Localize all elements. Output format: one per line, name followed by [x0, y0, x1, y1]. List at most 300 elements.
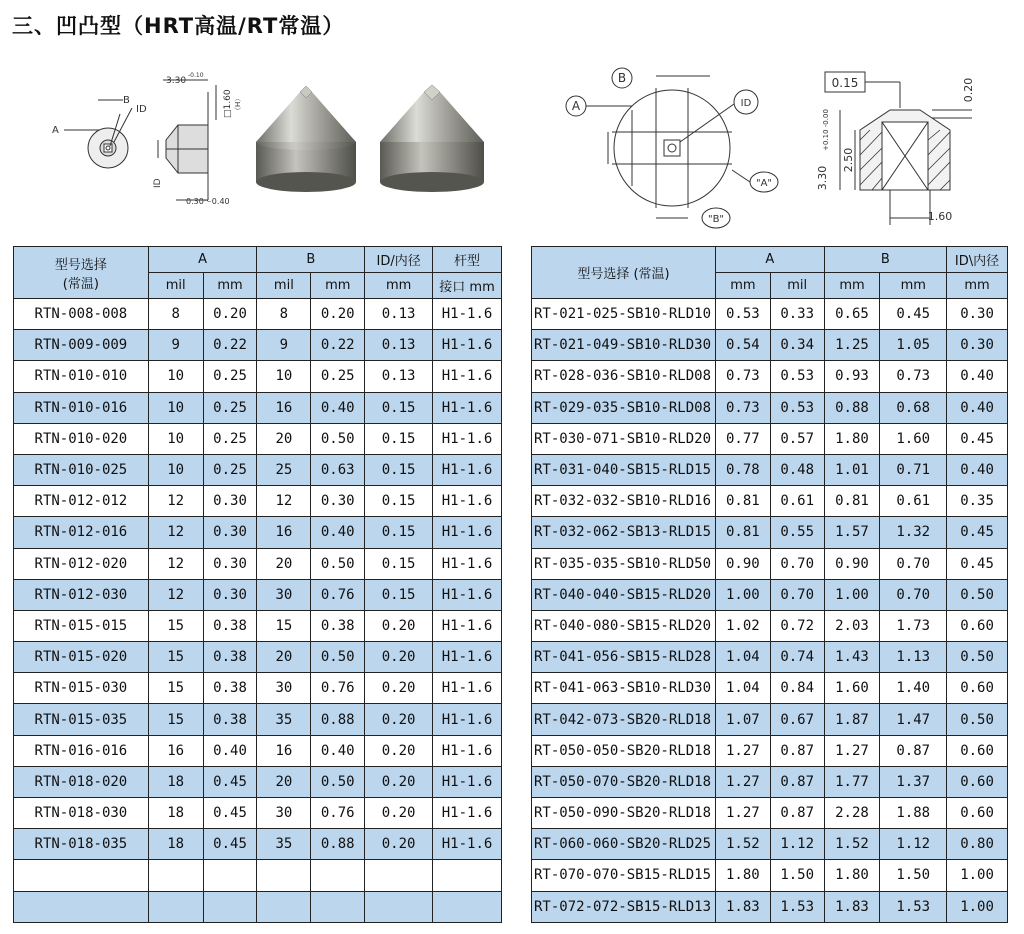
value-cell	[311, 891, 365, 922]
model-cell: RT-030-071-SB10-RLD20	[532, 423, 716, 454]
value-cell: 0.60	[947, 735, 1008, 766]
value-cell: 10	[148, 454, 203, 485]
value-cell: H1-1.6	[433, 548, 502, 579]
value-cell: 16	[257, 517, 311, 548]
model-cell: RT-032-062-SB13-RLD15	[532, 517, 716, 548]
value-cell: 0.15	[365, 517, 433, 548]
model-cell: RTN-008-008	[14, 299, 149, 330]
table-row	[14, 423, 502, 454]
value-cell: 0.61	[880, 486, 947, 517]
value-cell: 9	[148, 330, 203, 361]
value-cell: H1-1.6	[433, 610, 502, 641]
model-cell: RT-028-036-SB10-RLD08	[532, 361, 716, 392]
value-cell: 0.53	[770, 392, 824, 423]
value-cell: 8	[148, 299, 203, 330]
value-cell: 1.05	[880, 330, 947, 361]
model-cell: RTN-015-020	[14, 642, 149, 673]
value-cell: 0.30	[203, 579, 257, 610]
value-cell: 35	[257, 829, 311, 860]
dim-330-tol: +0.10 -0.00	[822, 109, 830, 151]
header-b-mm-1: mm	[824, 273, 880, 299]
table-row	[532, 704, 1008, 735]
value-cell: 0.25	[203, 392, 257, 423]
table-row	[532, 454, 1008, 485]
model-cell: RTN-010-020	[14, 423, 149, 454]
table-row	[532, 330, 1008, 361]
value-cell: 30	[257, 579, 311, 610]
header-a-mm: mm	[715, 273, 770, 299]
value-cell: 0.25	[203, 454, 257, 485]
dim-side-sub: （H）	[234, 94, 242, 114]
value-cell: 1.27	[715, 766, 770, 797]
value-cell: 1.07	[715, 704, 770, 735]
model-cell: RT-035-035-SB10-RLD50	[532, 548, 716, 579]
model-cell: RTN-018-020	[14, 766, 149, 797]
table-row	[14, 735, 502, 766]
value-cell: 0.25	[203, 361, 257, 392]
value-cell: 1.53	[880, 891, 947, 922]
value-cell: H1-1.6	[433, 766, 502, 797]
model-cell: RT-032-032-SB10-RLD16	[532, 486, 716, 517]
value-cell: 1.52	[715, 829, 770, 860]
table-row	[532, 423, 1008, 454]
value-cell: 0.40	[947, 454, 1008, 485]
value-cell: 0.87	[880, 735, 947, 766]
value-cell: 12	[257, 486, 311, 517]
value-cell: 0.45	[203, 798, 257, 829]
value-cell: 0.22	[203, 330, 257, 361]
model-cell: RT-021-025-SB10-RLD10	[532, 299, 716, 330]
value-cell: 0.60	[947, 798, 1008, 829]
value-cell: 1.04	[715, 673, 770, 704]
value-cell: 0.40	[311, 517, 365, 548]
label-b: B	[123, 95, 130, 106]
value-cell: 18	[148, 829, 203, 860]
value-cell: 0.87	[770, 798, 824, 829]
value-cell	[148, 891, 203, 922]
value-cell: 0.87	[770, 735, 824, 766]
value-cell: 1.40	[880, 673, 947, 704]
label-a: A	[52, 125, 59, 136]
value-cell: H1-1.6	[433, 486, 502, 517]
header-a-mm: mm	[203, 273, 257, 299]
table-row	[14, 548, 502, 579]
value-cell: H1-1.6	[433, 392, 502, 423]
value-cell: 0.50	[311, 423, 365, 454]
value-cell: 10	[148, 392, 203, 423]
table-row	[532, 642, 1008, 673]
value-cell: 0.65	[824, 299, 880, 330]
value-cell: 1.47	[880, 704, 947, 735]
value-cell: 0.72	[770, 610, 824, 641]
value-cell: 0.22	[311, 330, 365, 361]
model-cell: RT-031-040-SB15-RLD15	[532, 454, 716, 485]
table-row	[14, 642, 502, 673]
value-cell	[203, 860, 257, 891]
value-cell: 10	[148, 361, 203, 392]
value-cell: 1.80	[824, 860, 880, 891]
value-cell: 0.15	[365, 392, 433, 423]
right-spec-table	[531, 246, 1008, 923]
value-cell: 0.50	[311, 766, 365, 797]
table-row	[14, 579, 502, 610]
value-cell: 0.25	[203, 423, 257, 454]
header-b-mm-2: mm	[880, 273, 947, 299]
value-cell: 18	[148, 766, 203, 797]
model-cell: RT-041-063-SB10-RLD30	[532, 673, 716, 704]
dim-250: 2.50	[842, 147, 855, 173]
value-cell: 1.80	[824, 423, 880, 454]
value-cell: 1.12	[880, 829, 947, 860]
label-b-quote: "B"	[707, 214, 725, 225]
table-row	[532, 860, 1008, 891]
model-cell: RTN-018-035	[14, 829, 149, 860]
value-cell: 16	[257, 392, 311, 423]
model-cell: RT-040-080-SB15-RLD20	[532, 610, 716, 641]
model-cell: RT-072-072-SB15-RLD13	[532, 891, 716, 922]
dim-side: □1.60	[223, 89, 233, 118]
value-cell: 0.73	[715, 392, 770, 423]
value-cell: 0.38	[203, 704, 257, 735]
model-cell: RT-040-040-SB15-RLD20	[532, 579, 716, 610]
value-cell: 1.43	[824, 642, 880, 673]
value-cell: 1.02	[715, 610, 770, 641]
value-cell: 1.13	[880, 642, 947, 673]
value-cell: 0.55	[770, 517, 824, 548]
value-cell: 0.81	[715, 517, 770, 548]
header-a: A	[148, 247, 257, 273]
value-cell: 0.13	[365, 330, 433, 361]
table-row	[14, 704, 502, 735]
model-cell: RTN-012-012	[14, 486, 149, 517]
value-cell: 1.73	[880, 610, 947, 641]
model-cell: RTN-009-009	[14, 330, 149, 361]
value-cell: 0.13	[365, 299, 433, 330]
label-a-quote: "A"	[755, 178, 773, 189]
value-cell: 35	[257, 704, 311, 735]
header-a: A	[715, 247, 824, 273]
value-cell: 0.45	[203, 829, 257, 860]
value-cell: 2.28	[824, 798, 880, 829]
value-cell: 0.50	[947, 704, 1008, 735]
value-cell	[257, 891, 311, 922]
value-cell: 0.63	[311, 454, 365, 485]
value-cell: 1.00	[947, 860, 1008, 891]
value-cell: 0.60	[947, 673, 1008, 704]
model-cell: RT-050-050-SB20-RLD18	[532, 735, 716, 766]
value-cell: 0.76	[311, 579, 365, 610]
dim-box: 0.15	[831, 76, 859, 90]
value-cell: 30	[257, 798, 311, 829]
value-cell: 12	[148, 548, 203, 579]
value-cell: 0.30	[203, 548, 257, 579]
value-cell: 0.25	[311, 361, 365, 392]
value-cell: 16	[148, 735, 203, 766]
value-cell	[433, 860, 502, 891]
value-cell: 0.67	[770, 704, 824, 735]
table-row	[532, 891, 1008, 922]
label-id-vertical: ID	[153, 178, 163, 188]
value-cell: 0.45	[947, 548, 1008, 579]
value-cell: 20	[257, 423, 311, 454]
header-id: ID/内径	[365, 247, 433, 273]
model-cell: RT-050-090-SB20-RLD18	[532, 798, 716, 829]
value-cell: 0.74	[770, 642, 824, 673]
table-row	[532, 766, 1008, 797]
value-cell: H1-1.6	[433, 423, 502, 454]
value-cell: 0.20	[365, 798, 433, 829]
value-cell: 12	[148, 517, 203, 548]
value-cell: H1-1.6	[433, 642, 502, 673]
value-cell: 0.38	[203, 673, 257, 704]
value-cell: 0.60	[947, 766, 1008, 797]
model-cell: RT-042-073-SB20-RLD18	[532, 704, 716, 735]
header-b: B	[257, 247, 365, 273]
value-cell: 0.61	[770, 486, 824, 517]
dim-020: 0.20	[962, 77, 975, 103]
model-cell: RTN-015-035	[14, 704, 149, 735]
value-cell: 12	[148, 486, 203, 517]
table-row	[532, 673, 1008, 704]
value-cell: 0.40	[947, 361, 1008, 392]
table-row	[14, 891, 502, 922]
table-row	[532, 392, 1008, 423]
model-cell: RTN-015-030	[14, 673, 149, 704]
dim-160: 1.60	[927, 210, 953, 223]
value-cell: 0.54	[715, 330, 770, 361]
value-cell: 0.20	[365, 766, 433, 797]
table-row	[14, 517, 502, 548]
value-cell: 0.15	[365, 579, 433, 610]
dim-top: 3.30	[166, 76, 187, 86]
value-cell	[433, 891, 502, 922]
value-cell: 0.70	[770, 579, 824, 610]
page-title: 三、凹凸型（HRT高温/RT常温）	[12, 14, 345, 38]
value-cell: 0.30	[947, 299, 1008, 330]
header-b: B	[824, 247, 947, 273]
value-cell: H1-1.6	[433, 798, 502, 829]
value-cell: 0.40	[203, 735, 257, 766]
value-cell: 0.30	[947, 330, 1008, 361]
value-cell: 1.00	[824, 579, 880, 610]
table-row	[532, 829, 1008, 860]
table-row	[532, 610, 1008, 641]
value-cell: 20	[257, 548, 311, 579]
label-id: ID	[740, 98, 752, 109]
value-cell: H1-1.6	[433, 454, 502, 485]
value-cell: 0.93	[824, 361, 880, 392]
dim-bottom: 0.30～0.40	[186, 197, 230, 206]
header-rod: 杆型	[433, 247, 502, 273]
value-cell: 0.45	[947, 423, 1008, 454]
value-cell: 1.32	[880, 517, 947, 548]
value-cell: 0.30	[203, 486, 257, 517]
value-cell: 0.88	[311, 704, 365, 735]
value-cell: 0.68	[880, 392, 947, 423]
value-cell: 12	[148, 579, 203, 610]
value-cell: 1.77	[824, 766, 880, 797]
value-cell	[257, 860, 311, 891]
header-rod-mm: 接口 mm	[433, 273, 502, 299]
header-model: 型号选择 (常温)	[532, 247, 716, 299]
table-row	[532, 579, 1008, 610]
table-row	[14, 673, 502, 704]
value-cell: 1.37	[880, 766, 947, 797]
header-id-mm: mm	[947, 273, 1008, 299]
value-cell: 1.00	[715, 579, 770, 610]
value-cell: 0.77	[715, 423, 770, 454]
value-cell: 0.84	[770, 673, 824, 704]
value-cell: 0.20	[203, 299, 257, 330]
value-cell: 0.81	[715, 486, 770, 517]
value-cell: 15	[148, 704, 203, 735]
value-cell: H1-1.6	[433, 673, 502, 704]
value-cell: 0.45	[880, 299, 947, 330]
value-cell: 0.33	[770, 299, 824, 330]
value-cell: 0.50	[947, 642, 1008, 673]
value-cell: 0.15	[365, 454, 433, 485]
value-cell: 8	[257, 299, 311, 330]
value-cell: 0.15	[365, 548, 433, 579]
value-cell: 0.87	[770, 766, 824, 797]
model-cell	[14, 860, 149, 891]
value-cell: H1-1.6	[433, 704, 502, 735]
table-row	[14, 361, 502, 392]
value-cell: 0.81	[824, 486, 880, 517]
value-cell: 30	[257, 673, 311, 704]
value-cell: 0.50	[311, 642, 365, 673]
value-cell: 0.38	[311, 610, 365, 641]
header-id: ID\内径	[947, 247, 1008, 273]
model-cell: RT-021-049-SB10-RLD30	[532, 330, 716, 361]
value-cell: 10	[148, 423, 203, 454]
value-cell: 0.90	[715, 548, 770, 579]
value-cell: 0.20	[365, 704, 433, 735]
value-cell	[203, 891, 257, 922]
value-cell: 0.20	[365, 642, 433, 673]
value-cell: 0.13	[365, 361, 433, 392]
table-row	[14, 829, 502, 860]
value-cell	[365, 891, 433, 922]
value-cell: 15	[148, 673, 203, 704]
value-cell: 9	[257, 330, 311, 361]
value-cell: 0.71	[880, 454, 947, 485]
value-cell: 0.53	[715, 299, 770, 330]
model-cell: RT-070-070-SB15-RLD15	[532, 860, 716, 891]
value-cell: 0.30	[203, 517, 257, 548]
value-cell: 1.83	[824, 891, 880, 922]
value-cell: 0.70	[770, 548, 824, 579]
value-cell: 0.90	[824, 548, 880, 579]
label-b: B	[617, 71, 627, 85]
value-cell: 1.01	[824, 454, 880, 485]
table-row	[14, 610, 502, 641]
value-cell: 0.88	[311, 829, 365, 860]
value-cell: 0.45	[203, 766, 257, 797]
value-cell	[365, 860, 433, 891]
value-cell: 1.80	[715, 860, 770, 891]
value-cell: 18	[148, 798, 203, 829]
value-cell: 1.88	[880, 798, 947, 829]
model-cell: RTN-010-010	[14, 361, 149, 392]
header-a-mil: mil	[770, 273, 824, 299]
left-spec-table	[13, 246, 502, 923]
value-cell: 0.38	[203, 610, 257, 641]
value-cell: 1.87	[824, 704, 880, 735]
value-cell: 1.00	[947, 891, 1008, 922]
value-cell: 1.83	[715, 891, 770, 922]
value-cell: 0.57	[770, 423, 824, 454]
cone-photos	[252, 80, 492, 195]
value-cell: 0.15	[365, 486, 433, 517]
value-cell: 15	[257, 610, 311, 641]
header-b-mil: mil	[257, 273, 311, 299]
value-cell	[311, 860, 365, 891]
table-row	[14, 330, 502, 361]
table-row	[532, 735, 1008, 766]
value-cell: H1-1.6	[433, 299, 502, 330]
cone-photo-2	[380, 85, 484, 192]
value-cell: 0.20	[311, 299, 365, 330]
model-cell: RT-041-056-SB15-RLD28	[532, 642, 716, 673]
value-cell: H1-1.6	[433, 579, 502, 610]
value-cell: 0.38	[203, 642, 257, 673]
model-cell: RT-060-060-SB20-RLD25	[532, 829, 716, 860]
value-cell: 0.20	[365, 829, 433, 860]
value-cell: 0.78	[715, 454, 770, 485]
dim-330: 3.30	[816, 165, 829, 191]
table-row	[532, 798, 1008, 829]
value-cell: 1.25	[824, 330, 880, 361]
model-cell: RTN-015-015	[14, 610, 149, 641]
dim-top-tol: -0.10	[188, 72, 204, 79]
model-cell: RTN-012-030	[14, 579, 149, 610]
value-cell: 0.73	[880, 361, 947, 392]
table-row	[14, 486, 502, 517]
table-row	[14, 766, 502, 797]
value-cell: 1.27	[824, 735, 880, 766]
cone-photo-1	[256, 86, 356, 192]
model-cell: RTN-010-025	[14, 454, 149, 485]
value-cell: 0.34	[770, 330, 824, 361]
value-cell: 0.70	[880, 548, 947, 579]
value-cell: 0.50	[947, 579, 1008, 610]
value-cell: 0.76	[311, 798, 365, 829]
table-row	[14, 454, 502, 485]
table-row	[14, 299, 502, 330]
table-row	[14, 392, 502, 423]
model-cell: RTN-016-016	[14, 735, 149, 766]
value-cell: H1-1.6	[433, 361, 502, 392]
model-cell: RTN-012-020	[14, 548, 149, 579]
value-cell: 0.73	[715, 361, 770, 392]
value-cell: 0.70	[880, 579, 947, 610]
value-cell: 0.30	[311, 486, 365, 517]
value-cell: 0.45	[947, 517, 1008, 548]
table-row	[14, 798, 502, 829]
model-cell: RT-029-035-SB10-RLD08	[532, 392, 716, 423]
value-cell: 0.50	[311, 548, 365, 579]
value-cell: H1-1.6	[433, 735, 502, 766]
left-technical-drawing	[48, 70, 253, 215]
value-cell: 0.20	[365, 735, 433, 766]
value-cell: 2.03	[824, 610, 880, 641]
value-cell: 15	[148, 610, 203, 641]
value-cell: 0.80	[947, 829, 1008, 860]
model-cell	[14, 891, 149, 922]
table-row	[14, 860, 502, 891]
table-row	[532, 299, 1008, 330]
